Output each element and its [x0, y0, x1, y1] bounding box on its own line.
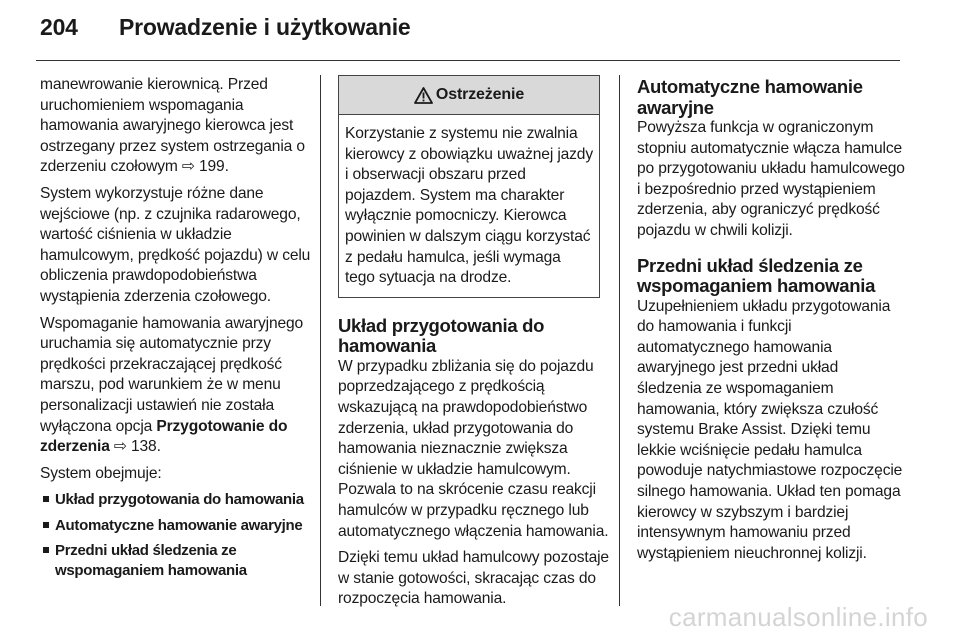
paragraph-brake-preparation: W przypadku zbliżania się do pojazdu poprzedzającego z prędkością wskazującą na prawdopodobieństwo zderzenia, układ przygotowania do hamowania nieznacznie zwiększa ciśnienie w układzie hamulcowym. Pozwala to na skrócenie czasu reakcji hamulców w przypadku ręcznego lub automatycznego włączenia hamowania. [338, 357, 609, 540]
warning-triangle-icon [414, 87, 433, 104]
page-reference: 138. [131, 438, 161, 456]
system-components-list [40, 490, 312, 580]
paragraph-brake-readiness: Dzięki temu układ hamulcowy pozostaje w stanie gotowości, skracając czas do rozpoczęcia hamowania. [338, 549, 609, 608]
list-item: Układ przygotowania do hamowania [40, 490, 312, 510]
column-divider-right [619, 75, 620, 606]
column-right [637, 77, 905, 570]
column-left [40, 75, 312, 586]
paragraph-forward-tracking: Uzupełnieniem układu przygotowania do hamowania i funkcji automatycznego hamowania awaryjnego jest przedni układ śledzenia ze wspomaganiem hamowania, który zwiększa czułość systemu Brake Assist. Dzięki temu lekkie wciśnięcie pedału hamulca powoduje natychmiastowe rozpoczęcie silnego hamowania. Układ ten pomaga kierowcy w szybszym i bardziej intensywnym hamowaniu przed wystąpieniem nieuchronnej kolizji. [637, 297, 903, 562]
warning-header [339, 76, 599, 115]
watermark: carmanualsonline.info [668, 602, 928, 632]
list-item: Automatyczne hamowanie awaryjne [40, 516, 312, 536]
page-header [40, 14, 411, 48]
page-ref-arrow-icon: ⇨ [181, 158, 195, 176]
warning-text: Korzystanie z systemu nie zwalnia kierowcy z obowiązku uważnej jazdy i obserwacji obszaru przed pojazdem. System ma charakter wyłącznie pomocniczy. Kierowca powinien w dalszym ciągu korzystać z pedału hamulca, jeśli wymaga tego sytuacja na drodze. [345, 125, 593, 287]
page-number: 204 [40, 14, 78, 40]
section-heading: Automatyczne hamowanie awaryjne [637, 76, 863, 118]
page-ref-arrow-icon: ⇨ [113, 438, 127, 456]
paragraph-system-includes: System obejmuje: [40, 464, 162, 482]
paragraph-inputs: System wykorzystuje różne dane wejściowe (np. z czujnika radarowego, wartość ciśnienia w układzie hamulcowym, prędkość pojazdu) w celu obliczenia prawdopodobieństwa wystąpienia zderzenia czołowego. [40, 184, 311, 305]
column-divider-left [320, 75, 321, 606]
menu-option-name: Przygotowanie do zderzenia [40, 417, 288, 456]
header-divider [36, 60, 900, 61]
paragraph-activation: Wspomaganie hamowania awaryjnego uruchamia się automatycznie przy prędkości przekraczającej prędkość marszu, pod warunkiem że w menu personalizacji ustawień nie została wyłączona opcja Przygotowanie do zderzenia ⇨ 138. [40, 314, 304, 456]
paragraph-automatic-braking: Powyższa funkcja w ograniczonym stopniu automatycznie włącza hamulce po przygotowaniu układu hamulcowego i bezpośrednio przed wystąpieniem zderzenia, aby ograniczyć prędkość pojazdu w chwili kolizji. [637, 119, 905, 239]
paragraph-steering: manewrowanie kierownicą. Przed uruchomieniem wspomagania hamowania awaryjnego kierowca jest ostrzegany przez system ostrzegania o zderzeniu czołowym ⇨ 199. [40, 76, 305, 176]
page-title: Prowadzenie i użytkowanie [119, 14, 411, 40]
section-heading: Układ przygotowania do hamowania [338, 314, 545, 357]
warning-box [338, 75, 600, 298]
section-heading: Przedni układ śledzenia ze wspomaganiem hamowania [637, 254, 876, 297]
column-middle [338, 75, 610, 616]
page-reference: 199. [199, 158, 229, 176]
list-item: Przedni układ śledzenia ze wspomaganiem hamowania [40, 541, 312, 580]
warning-title: Ostrzeżenie [435, 85, 525, 103]
